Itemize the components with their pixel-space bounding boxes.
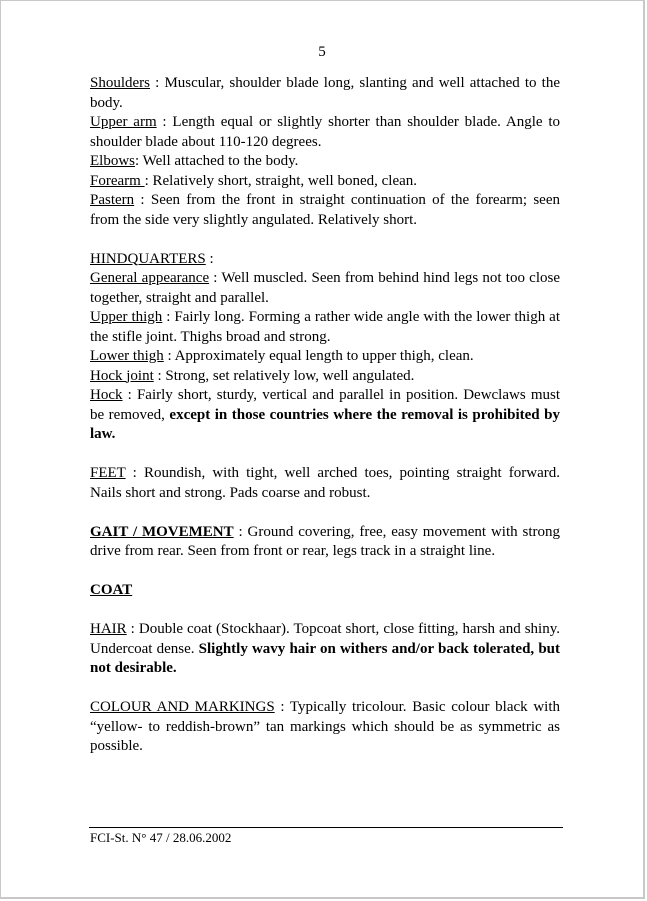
page-footer: FCI-St. N° 47 / 28.06.2002 (90, 830, 232, 845)
hindquarters-heading (90, 250, 560, 270)
entry-term: Forearm (90, 172, 145, 189)
entry-term: Hock (90, 387, 123, 403)
footer-divider (89, 827, 563, 828)
entry-term: COLOUR AND MARKINGS (90, 699, 275, 715)
entry-term: Elbows (90, 153, 135, 169)
entry-text: Well attached to the body. (142, 153, 299, 169)
entry-separator: : (233, 523, 248, 540)
entry-text: Well muscled. Seen from behind hind legs not too close together, straight and parallel. (90, 270, 560, 306)
entry-separator: : (150, 75, 165, 91)
forearm-entry (90, 172, 560, 192)
entry-term: Upper thigh (90, 309, 163, 325)
pastern-entry (90, 191, 560, 230)
entry-separator: : (122, 387, 137, 403)
entry-text: Relatively short, straight, well boned, clean. (152, 172, 418, 189)
entry-text: Strong, set relatively low, well angulated. (165, 367, 415, 384)
entry-separator: : (163, 348, 175, 364)
entry-separator: : (125, 465, 144, 481)
entry-term: Lower thigh (90, 348, 164, 364)
section-heading: HINDQUARTERS (90, 250, 206, 267)
entry-text: Fairly long. Forming a rather wide angle with the lower thigh at the stifle joint. Thighs broad and strong. (90, 309, 561, 345)
entry-separator: : (135, 153, 143, 169)
shoulders-entry (90, 74, 560, 113)
entry-text: Fairly short, sturdy, vertical and parallel in position. Dewclaws must be removed, (90, 387, 560, 423)
elbows-entry (90, 152, 560, 172)
colour-entry (90, 698, 560, 757)
entry-term: HAIR (90, 621, 127, 637)
entry-term: Shoulders (90, 75, 150, 91)
paragraph-gap (90, 679, 560, 699)
entry-term: General appearance (90, 270, 210, 286)
entry-text: Double coat (Stockhaar). Topcoat short, close fitting, harsh and shiny. Undercoat dense. (90, 621, 560, 657)
entry-term: Upper arm (90, 114, 157, 130)
page-number: 5 (318, 44, 326, 60)
upper-thigh-entry (90, 308, 560, 347)
entry-separator: : (153, 367, 166, 384)
entry-term: Pastern (90, 192, 135, 208)
entry-separator: : (144, 172, 153, 189)
entry-text: Approximately equal length to upper thigh, clean. (174, 348, 474, 364)
gait-entry (90, 523, 560, 562)
entry-separator: : (156, 114, 173, 130)
entry-bold-text: except in those countries where the removal is prohibited by law. (90, 406, 561, 442)
entry-text: Length equal or slightly shorter than shoulder blade. Angle to shoulder blade about 110-120 degrees. (90, 114, 560, 150)
lower-thigh-entry (90, 347, 560, 367)
paragraph-gap (90, 503, 560, 523)
entry-separator: : (274, 699, 290, 715)
paragraph-gap (90, 445, 560, 465)
paragraph-gap (90, 562, 560, 582)
paragraph-gap (90, 601, 560, 621)
entry-term: FEET (90, 465, 126, 481)
hair-entry (90, 620, 560, 679)
heading-suffix: : (205, 250, 214, 267)
entry-term: Hock joint (90, 367, 154, 384)
entry-text: Ground covering, free, easy movement with strong drive from rear. Seen from front or rear, legs track in a straight line. (90, 523, 560, 559)
entry-text: Seen from the front in straight continuation of the forearm; seen from the side very slightly angulated. Relatively short. (90, 192, 560, 228)
upper-arm-entry (90, 113, 560, 152)
entry-separator: : (134, 192, 151, 208)
feet-entry (90, 464, 560, 503)
entry-term: GAIT / MOVEMENT (90, 523, 234, 540)
hock-entry (90, 386, 560, 445)
paragraph-gap (90, 230, 560, 250)
coat-heading (90, 581, 560, 601)
entry-separator: : (162, 309, 175, 325)
page-content (90, 74, 560, 757)
entry-separator: : (126, 621, 139, 637)
section-heading: COAT (90, 582, 133, 598)
entry-separator: : (209, 270, 222, 286)
hock-joint-entry (90, 367, 560, 387)
general-appearance-entry (90, 269, 560, 308)
entry-text: Typically tricolour. Basic colour black with “yellow- to reddish-brown” tan markings which should be as symmetric as possible. (90, 699, 560, 754)
entry-text: Muscular, shoulder blade long, slanting and well attached to the body. (90, 75, 560, 111)
entry-bold-text: Slightly wavy hair on withers and/or back tolerated, but not desirable. (90, 640, 560, 676)
entry-text: Roundish, with tight, well arched toes, pointing straight forward. Nails short and strong. Pads coarse and robust. (90, 465, 561, 501)
